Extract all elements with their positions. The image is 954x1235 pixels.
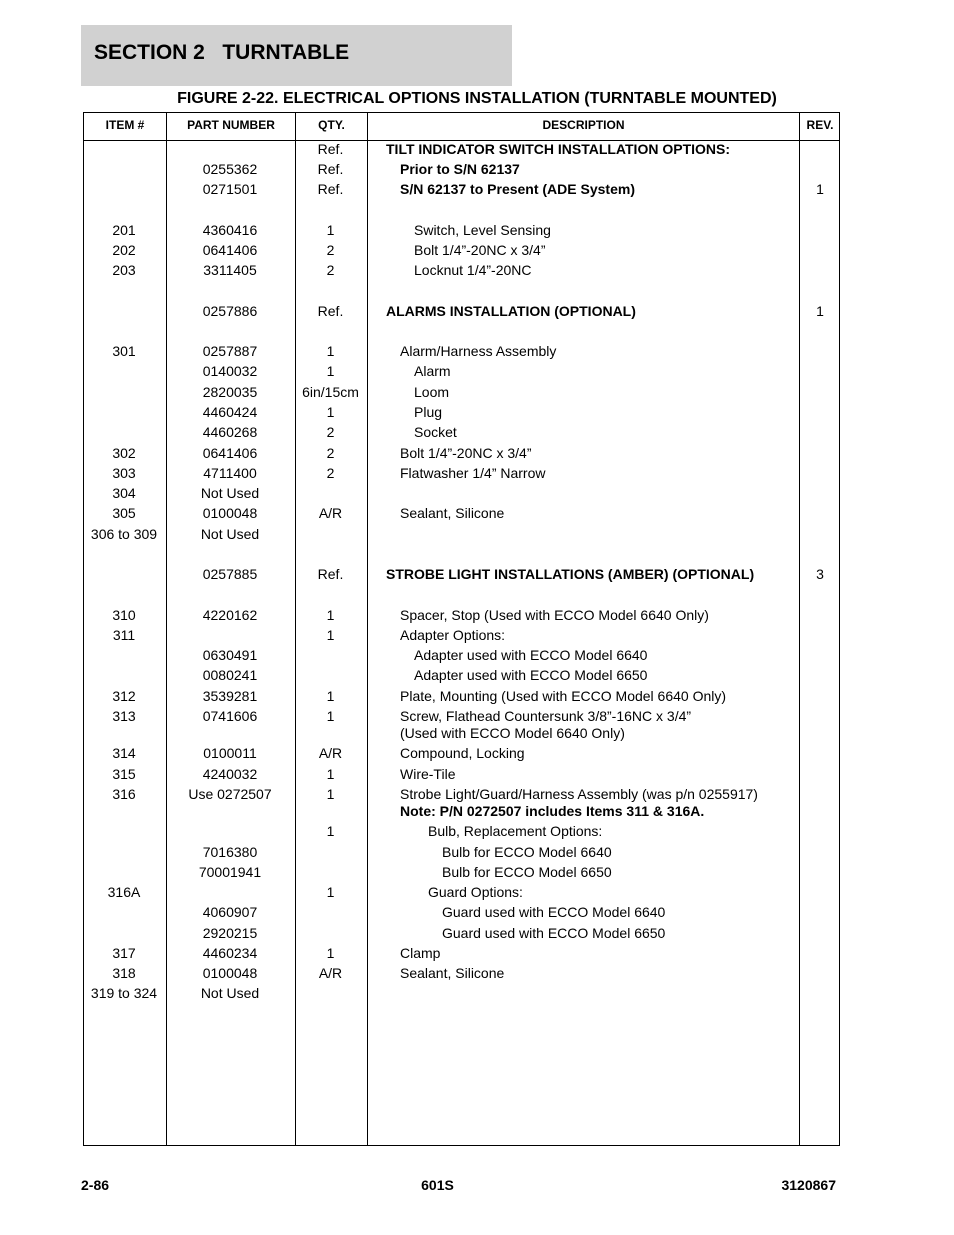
- header-qty: QTY.: [318, 118, 345, 132]
- qty-cell: 2: [326, 465, 335, 481]
- part-number-cell: 4460268: [202, 424, 258, 440]
- qty-cell: 1: [326, 945, 335, 961]
- part-number-cell: 2820035: [202, 384, 258, 400]
- item-number-cell: 316: [112, 786, 136, 802]
- qty-cell: 1: [326, 766, 335, 782]
- description-cell: Switch, Level Sensing: [414, 222, 551, 238]
- section-title: SECTION 2 TURNTABLE: [94, 41, 350, 64]
- description-cell: Bolt 1/4”-20NC x 3/4”: [414, 242, 546, 258]
- qty-cell: 6in/15cm: [302, 384, 359, 400]
- footer-model: 601S: [421, 1177, 454, 1193]
- description-cell: ALARMS INSTALLATION (OPTIONAL): [386, 303, 636, 319]
- qty-cell: 2: [326, 262, 335, 278]
- part-number-cell: 0100011: [203, 745, 257, 761]
- rev-cell: 3: [816, 566, 824, 582]
- description-cell: Alarm: [414, 363, 451, 379]
- header-description: DESCRIPTION: [542, 118, 625, 132]
- description-cell: Guard used with ECCO Model 6650: [442, 925, 666, 941]
- column-divider: [367, 113, 368, 1145]
- part-number-cell: 0271501: [202, 181, 258, 197]
- description-cell: Clamp: [400, 945, 441, 961]
- qty-cell: 1: [326, 222, 335, 238]
- item-number-cell: 316A: [107, 884, 141, 900]
- part-number-cell: Not Used: [200, 526, 260, 542]
- part-number-cell: 0100048: [202, 505, 258, 521]
- description-cell: Plate, Mounting (Used with ECCO Model 6640 Only): [400, 688, 727, 704]
- header-item: ITEM #: [105, 118, 145, 132]
- part-number-cell: 2920215: [202, 925, 258, 941]
- part-number-cell: 0080241: [202, 667, 258, 683]
- description-cell: Loom: [414, 384, 450, 400]
- part-number-cell: 0641406: [202, 445, 258, 461]
- description-cell: Guard used with ECCO Model 6640: [442, 904, 666, 920]
- qty-cell: A/R: [318, 505, 343, 521]
- item-number-cell: 310: [112, 607, 136, 623]
- qty-cell: 1: [326, 708, 335, 724]
- description-cell: Prior to S/N 62137: [400, 161, 520, 177]
- description-cell: STROBE LIGHT INSTALLATIONS (AMBER) (OPTIONAL): [386, 566, 755, 582]
- description-cell: Adapter used with ECCO Model 6650: [414, 667, 648, 683]
- part-number-cell: 0641406: [202, 242, 258, 258]
- qty-cell: A/R: [318, 965, 343, 981]
- column-divider: [799, 113, 800, 1145]
- part-number-cell: 0100048: [202, 965, 258, 981]
- part-number-cell: Not Used: [200, 985, 260, 1001]
- description-cell: S/N 62137 to Present (ADE System): [400, 181, 635, 197]
- description-cell: Adapter Options:: [400, 627, 506, 643]
- part-number-cell: 0140032: [202, 363, 258, 379]
- description-cell: Bulb for ECCO Model 6640: [442, 844, 612, 860]
- description-cell: Bolt 1/4”-20NC x 3/4”: [400, 445, 532, 461]
- part-number-cell: 4360416: [202, 222, 258, 238]
- rev-cell: 1: [816, 303, 824, 319]
- description-cell: Strobe Light/Guard/Harness Assembly (was p/n 0255917): [400, 786, 758, 802]
- item-number-cell: 203: [112, 262, 136, 278]
- item-number-cell: 317: [112, 945, 136, 961]
- qty-cell: 1: [326, 786, 335, 802]
- part-number-cell: 4460234: [202, 945, 258, 961]
- qty-cell: 1: [326, 688, 335, 704]
- item-number-cell: 304: [112, 485, 136, 501]
- qty-cell: 1: [326, 607, 335, 623]
- part-number-cell: 4711400: [203, 465, 257, 481]
- part-number-cell: 4060907: [202, 904, 258, 920]
- part-number-cell: 70001941: [198, 864, 262, 880]
- item-number-cell: 315: [112, 766, 136, 782]
- qty-cell: 1: [326, 404, 335, 420]
- qty-cell: 1: [326, 884, 335, 900]
- qty-cell: 1: [326, 363, 335, 379]
- item-number-cell: 305: [112, 505, 136, 521]
- description-cell: (Used with ECCO Model 6640 Only): [400, 725, 625, 741]
- item-number-cell: 202: [112, 242, 136, 258]
- part-number-cell: Use 0272507: [188, 786, 272, 802]
- header-rev: REV.: [806, 118, 834, 132]
- qty-cell: 2: [326, 445, 335, 461]
- item-number-cell: 318: [112, 965, 136, 981]
- part-number-cell: 0257885: [202, 566, 258, 582]
- item-number-cell: 319 to 324: [90, 985, 158, 1001]
- description-cell: Locknut 1/4”-20NC: [414, 262, 532, 278]
- description-cell: Plug: [414, 404, 443, 420]
- item-number-cell: 306 to 309: [90, 526, 158, 542]
- description-cell: Note: P/N 0272507 includes Items 311 & 316A.: [400, 803, 705, 819]
- part-number-cell: 0630491: [202, 647, 258, 663]
- description-cell: Bulb for ECCO Model 6650: [442, 864, 612, 880]
- description-cell: TILT INDICATOR SWITCH INSTALLATION OPTIONS:: [386, 141, 731, 157]
- qty-cell: Ref.: [317, 141, 344, 157]
- part-number-cell: 4220162: [202, 607, 258, 623]
- footer-page-number: 2-86: [81, 1177, 110, 1193]
- description-cell: Compound, Locking: [400, 745, 525, 761]
- rev-cell: 1: [816, 181, 824, 197]
- qty-cell: 2: [326, 424, 335, 440]
- part-number-cell: Not Used: [200, 485, 260, 501]
- qty-cell: Ref.: [317, 566, 344, 582]
- part-number-cell: 7016380: [202, 844, 258, 860]
- part-number-cell: 0741606: [202, 708, 258, 724]
- part-number-cell: 0257886: [202, 303, 258, 319]
- item-number-cell: 312: [112, 688, 136, 704]
- description-cell: Alarm/Harness Assembly: [400, 343, 557, 359]
- item-number-cell: 303: [112, 465, 136, 481]
- qty-cell: Ref.: [317, 161, 344, 177]
- description-cell: Guard Options:: [428, 884, 523, 900]
- qty-cell: Ref.: [317, 181, 344, 197]
- part-number-cell: 3311405: [203, 262, 257, 278]
- qty-cell: 1: [326, 627, 335, 643]
- qty-cell: A/R: [318, 745, 343, 761]
- qty-cell: Ref.: [317, 303, 344, 319]
- item-number-cell: 311: [112, 627, 136, 643]
- description-cell: Spacer, Stop (Used with ECCO Model 6640 Only): [400, 607, 709, 623]
- footer-doc-number: 3120867: [781, 1177, 836, 1193]
- part-number-cell: 4240032: [202, 766, 258, 782]
- part-number-cell: 0257887: [202, 343, 258, 359]
- description-cell: Screw, Flathead Countersunk 3/8”-16NC x 3/4”: [400, 708, 692, 724]
- description-cell: Sealant, Silicone: [400, 965, 505, 981]
- part-number-cell: 4460424: [202, 404, 258, 420]
- qty-cell: 1: [326, 343, 335, 359]
- item-number-cell: 301: [112, 343, 136, 359]
- description-cell: Socket: [414, 424, 457, 440]
- qty-cell: 1: [326, 823, 335, 839]
- description-cell: Adapter used with ECCO Model 6640: [414, 647, 648, 663]
- part-number-cell: 3539281: [202, 688, 258, 704]
- description-cell: Flatwasher 1/4” Narrow: [400, 465, 546, 481]
- description-cell: Sealant, Silicone: [400, 505, 505, 521]
- header-part-number: PART NUMBER: [187, 118, 275, 132]
- part-number-cell: 0255362: [202, 161, 258, 177]
- item-number-cell: 302: [112, 445, 136, 461]
- item-number-cell: 201: [112, 222, 136, 238]
- description-cell: Wire-Tile: [400, 766, 456, 782]
- figure-title: FIGURE 2-22. ELECTRICAL OPTIONS INSTALLATION (TURNTABLE MOUNTED): [177, 90, 777, 107]
- description-cell: Bulb, Replacement Options:: [428, 823, 603, 839]
- qty-cell: 2: [326, 242, 335, 258]
- item-number-cell: 314: [112, 745, 136, 761]
- item-number-cell: 313: [112, 708, 136, 724]
